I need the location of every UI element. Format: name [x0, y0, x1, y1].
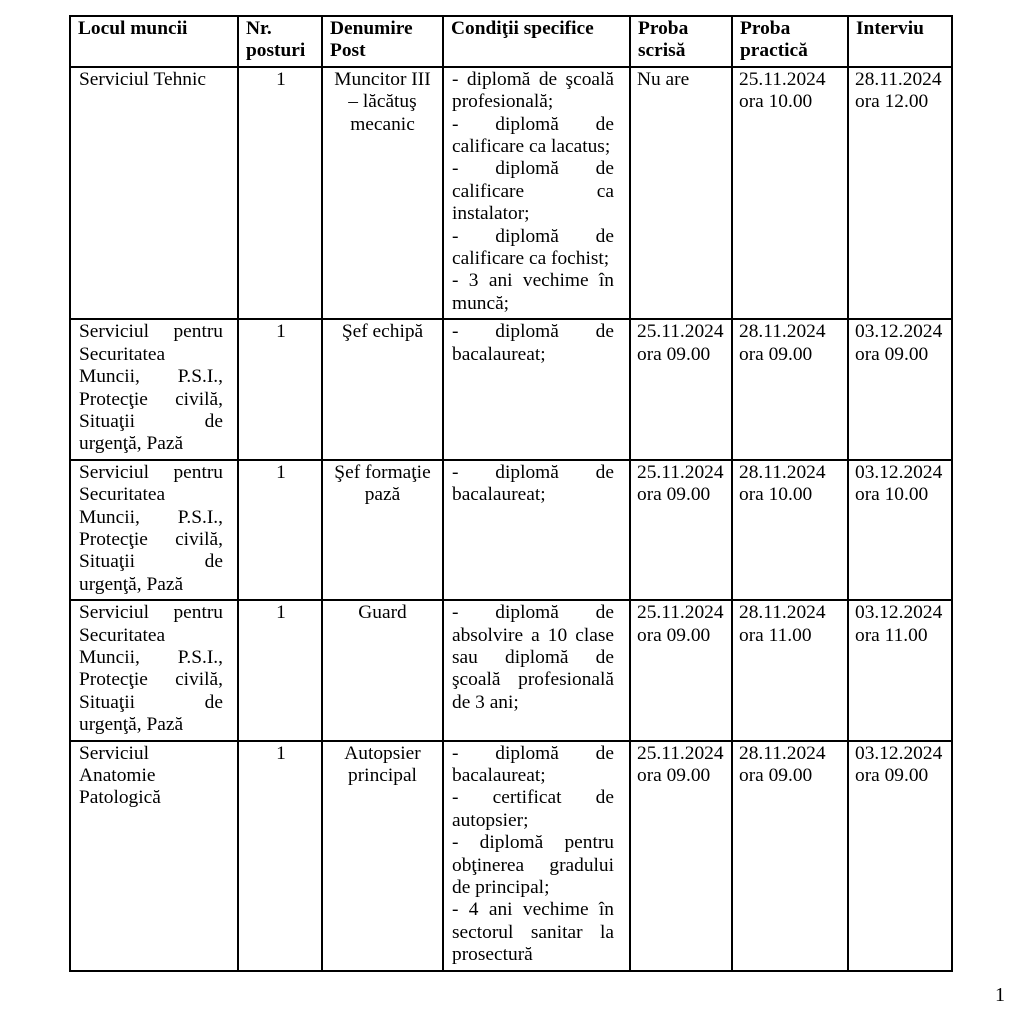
cell-text-line: - diplomă de bacalaureat;: [452, 321, 614, 365]
cell-proba-practica: [732, 600, 848, 740]
table-header-row: [70, 16, 952, 67]
cell-text-line: ora 11.00: [739, 624, 812, 646]
cell-text-line: Şef echipă: [341, 321, 424, 343]
cell-locul-muncii: Serviciul Tehnic: [70, 67, 238, 319]
cell-locul-muncii: Serviciul pentru Securitatea Muncii, P.S.I., Protecţie civilă, Situaţii de urgenţă, Pază: [70, 600, 238, 740]
cell-text-line: 25.11.2024: [637, 321, 724, 343]
cell-text-line: 28.11.2024: [739, 742, 826, 764]
cell-nr-posturi: 1: [238, 600, 322, 740]
header-line: scrisă: [638, 40, 686, 62]
cell-text-line: Şef formaţie: [334, 461, 431, 483]
cell-text-line: - certificat de autopsier;: [452, 787, 614, 831]
column-header-proba-scrisa: [630, 16, 732, 67]
cell-nr-posturi: 1: [238, 319, 322, 459]
column-header-conditii-specifice: [443, 16, 630, 67]
table-row: [70, 67, 952, 319]
column-header-proba-practica: [732, 16, 848, 67]
cell-denumire-post: [322, 319, 443, 459]
cell-denumire-post: [322, 460, 443, 600]
cell-interviu: [848, 460, 952, 600]
cell-nr-posturi: 1: [238, 741, 322, 971]
cell-text-line: 28.11.2024: [739, 461, 826, 483]
column-header-nr-posturi: [238, 16, 322, 67]
header-line: practică: [740, 40, 808, 62]
cell-proba-practica: [732, 460, 848, 600]
cell-text-line: 25.11.2024: [739, 68, 826, 90]
cell-text-line: 03.12.2024: [855, 742, 943, 764]
cell-proba-scrisa: [630, 319, 732, 459]
cell-text-line: - diplomă de bacalaureat;: [452, 461, 614, 506]
cell-text-line: ora 09.00: [855, 765, 929, 786]
cell-text-line: Autopsier: [344, 742, 421, 764]
cell-proba-practica: [732, 67, 848, 319]
header-line: Nr.: [246, 18, 272, 39]
cell-text-line: ora 09.00: [637, 343, 711, 365]
page-number: 1: [995, 984, 1005, 1006]
cell-interviu: [848, 741, 952, 971]
cell-text-line: Guard: [358, 602, 407, 624]
cell-locul-muncii: Serviciul pentru Securitatea Muncii, P.S.I., Protecţie civilă, Situaţii de urgenţă, Pază: [70, 460, 238, 600]
cell-text-line: Muncitor III: [334, 68, 431, 90]
cell-nr-posturi: 1: [238, 67, 322, 319]
column-header-locul-muncii: [70, 16, 238, 67]
cell-text-line: ora 09.00: [739, 765, 813, 786]
table-row: [70, 319, 952, 459]
cell-text-line: – lăcătuş: [348, 91, 417, 113]
cell-text-line: ora 09.00: [855, 343, 929, 365]
cell-text-line: pază: [364, 484, 401, 506]
header-line: Proba: [638, 18, 689, 39]
cell-proba-scrisa: [630, 67, 732, 319]
cell-denumire-post: [322, 600, 443, 740]
cell-text-line: ora 11.00: [855, 624, 928, 646]
cell-text-line: - diplomă de şcoală profesională;: [452, 68, 614, 113]
table-body: [70, 67, 952, 971]
cell-conditii-specifice: [443, 600, 630, 740]
cell-conditii-specifice: [443, 741, 630, 971]
cell-interviu: [848, 600, 952, 740]
cell-text-line: ora 09.00: [739, 343, 813, 365]
cell-denumire-post: [322, 741, 443, 971]
cell-text-line: - diplomă de calificare ca instalator;: [452, 158, 614, 225]
cell-text-line: mecanic: [350, 113, 415, 135]
cell-locul-muncii: Serviciul Anatomie Patologică: [70, 741, 238, 971]
cell-text-line: - 3 ani vechime în muncă;: [452, 270, 614, 314]
cell-text-line: ora 10.00: [855, 484, 929, 506]
cell-proba-scrisa: [630, 741, 732, 971]
cell-proba-practica: [732, 319, 848, 459]
header-line: Condiţii specifice: [451, 18, 594, 39]
cell-text-line: 03.12.2024: [855, 321, 943, 343]
cell-text-line: - diplomă de calificare ca fochist;: [452, 225, 614, 270]
cell-text-line: - diplomă de bacalaureat;: [452, 742, 614, 786]
cell-denumire-post: [322, 67, 443, 319]
header-line: Post: [330, 40, 366, 62]
cell-conditii-specifice: [443, 460, 630, 600]
cell-text-line: 03.12.2024: [855, 461, 943, 483]
table-row: [70, 460, 952, 600]
cell-text-line: - diplomă de calificare ca lacatus;: [452, 113, 614, 158]
cell-text-line: 03.12.2024: [855, 602, 943, 624]
cell-text-line: - diplomă pentru obţinerea gradului de principal;: [452, 832, 614, 899]
cell-text-line: ora 12.00: [855, 91, 929, 113]
cell-text-line: 25.11.2024: [637, 742, 724, 764]
header-line: Denumire: [330, 18, 413, 39]
cell-text-line: 28.11.2024: [739, 602, 826, 624]
cell-nr-posturi: 1: [238, 460, 322, 600]
cell-text-line: ora 09.00: [637, 624, 711, 646]
cell-proba-scrisa: [630, 460, 732, 600]
cell-text-line: ora 09.00: [637, 765, 711, 786]
header-line: Interviu: [856, 18, 924, 39]
column-header-denumire-post: [322, 16, 443, 67]
cell-text-line: 28.11.2024: [855, 68, 942, 90]
cell-interviu: [848, 67, 952, 319]
table-row: [70, 600, 952, 740]
header-line: Locul muncii: [78, 18, 188, 39]
cell-text-line: ora 09.00: [637, 484, 711, 506]
cell-text-line: ora 10.00: [739, 484, 813, 506]
cell-text-line: 25.11.2024: [637, 461, 724, 483]
cell-proba-practica: [732, 741, 848, 971]
cell-text-line: principal: [348, 765, 417, 786]
cell-text-line: - diplomă de absolvire a 10 clase sau diplomă de şcoală profesională de 3 ani;: [452, 602, 614, 713]
cell-text-line: - 4 ani vechime în sectorul sanitar la prosectură: [452, 899, 614, 966]
cell-text-line: ora 10.00: [739, 91, 813, 113]
header-line: posturi: [246, 40, 306, 62]
cell-text-line: Nu are: [637, 68, 690, 90]
table-row: [70, 741, 952, 971]
cell-text-line: 25.11.2024: [637, 602, 724, 624]
column-header-interviu: [848, 16, 952, 67]
cell-conditii-specifice: [443, 67, 630, 319]
cell-text-line: 28.11.2024: [739, 321, 826, 343]
job-positions-table: [69, 15, 953, 972]
cell-proba-scrisa: [630, 600, 732, 740]
header-line: Proba: [740, 18, 791, 39]
cell-conditii-specifice: [443, 319, 630, 459]
cell-interviu: [848, 319, 952, 459]
cell-locul-muncii: Serviciul pentru Securitatea Muncii, P.S.I., Protecţie civilă, Situaţii de urgenţă, Pază: [70, 319, 238, 459]
